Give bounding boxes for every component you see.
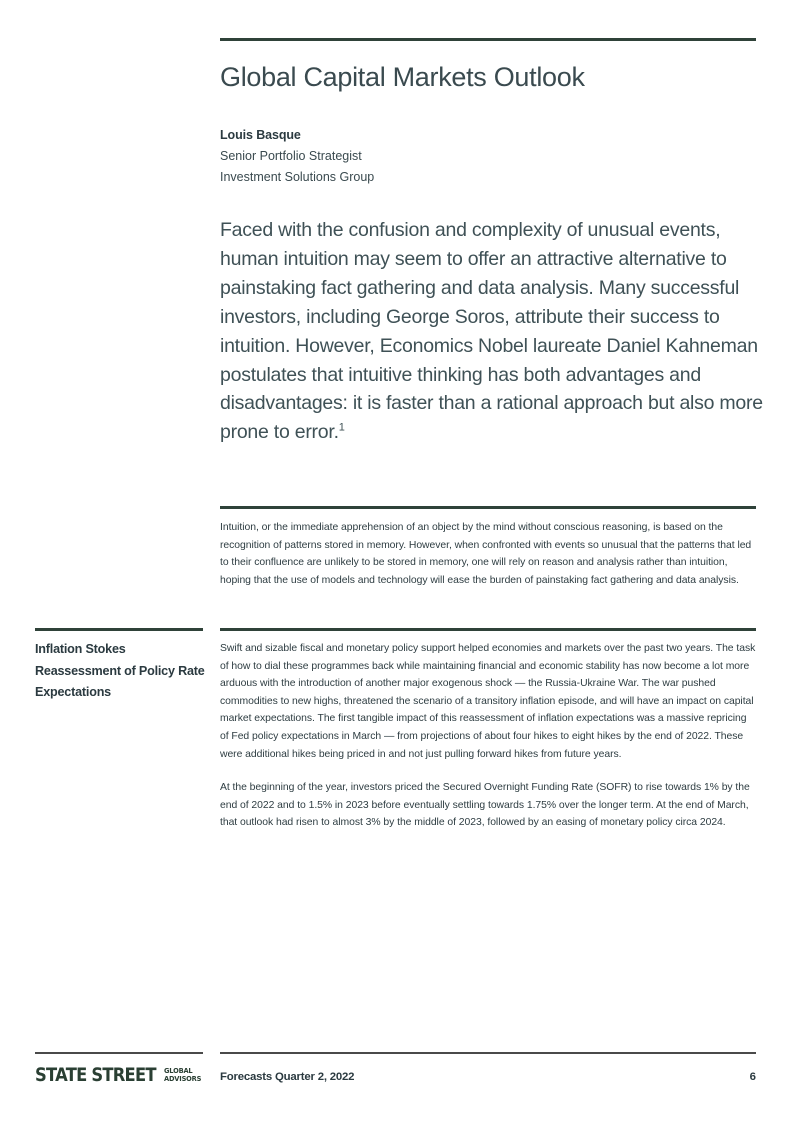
note-rule: [220, 506, 756, 509]
sidebar-rule: [35, 628, 203, 631]
author-name: Louis Basque: [220, 128, 301, 143]
author-group: Investment Solutions Group: [220, 169, 375, 184]
section-body: [220, 640, 756, 832]
header-rule: [220, 38, 756, 41]
logo-subtext-line1: GLOBAL: [164, 1066, 193, 1075]
page-title: Global Capital Markets Outlook: [220, 62, 585, 92]
section-sidebar-heading: Inflation Stokes Reassessment of Policy Rate Expectations: [35, 642, 205, 699]
section-rule-wrap: [220, 628, 756, 631]
sidebar-rule-wrap: [35, 628, 203, 631]
logo-subtext-line2: ADVISORS: [164, 1074, 202, 1084]
document-header: [220, 38, 756, 187]
intuition-note: Intuition, or the immediate apprehension of an object by the mind without conscious reasoning, is based on the recognition of patterns stored in memory. However, when confronted with events so unusual that the patterns that led to their confluence are unlikely to be stored in memory, one will rely on reason and analysis rather than intuition, hoping that the use of models and technology will ease the burden of painstaking fact gathering and data analysis.: [220, 522, 752, 586]
lead-text: Faced with the confusion and complexity of unusual events, human intuition may seem to offer an attractive alternative to painstaking fact gathering and data analysis. Many successful investors, including George Soros, attribute their success to intuition. However, Economics Nobel laureate Daniel Kahneman postulates that intuitive thinking has both advantages and disadvantages: it is faster than a rational approach but also more prone to error.: [220, 219, 763, 444]
footer-title: Forecasts Quarter 2, 2022: [220, 1071, 355, 1083]
note-rule-wrap: [220, 506, 756, 509]
footer-rule-main-wrap: [220, 1052, 756, 1054]
body-paragraph: At the beginning of the year, investors priced the Secured Overnight Funding Rate (SOFR) to rise towards 1% by the end of 2022 and to 1.5% in 2023 before eventually settling towards 1.75% over the longer term. At the end of March, that outlook had risen to almost 3% by the middle of 2023, followed by an easing of monetary policy circa 2024.: [220, 782, 750, 829]
logo-subtext: [164, 1067, 201, 1084]
footer-rule-left-wrap: [35, 1052, 203, 1054]
body-paragraph: Swift and sizable fiscal and monetary policy support helped economies and markets over the past two years. The task of how to dial these programmes back while maintaining financial and economic stability has now become a lot more arduous with the introduction of another major exogenous shock — the Russia-Ukraine War. The war pushed commodities to new highs, threatened the scenario of a transitory inflation episode, and will have an impact on capital market expectations. The first tangible impact of this reassessment of inflation expectations was a massive repricing of Fed policy expectations in March — from projections of about four hikes to eight hikes by the end of 2022. These were additional hikes being priced in and not just pulling forward hikes from future years.: [220, 643, 756, 760]
page-number: 6: [749, 1071, 756, 1083]
section-rule: [220, 628, 756, 631]
author-byline: [220, 125, 756, 187]
logo-wordmark: STATE STREET: [35, 1064, 156, 1086]
footnote-marker: 1: [338, 421, 345, 434]
state-street-logo: [35, 1066, 206, 1085]
author-role: Senior Portfolio Strategist: [220, 149, 362, 164]
lead-paragraph: [220, 216, 765, 447]
footer-rule-main: [220, 1052, 756, 1054]
footer-rule-left: [35, 1052, 203, 1054]
